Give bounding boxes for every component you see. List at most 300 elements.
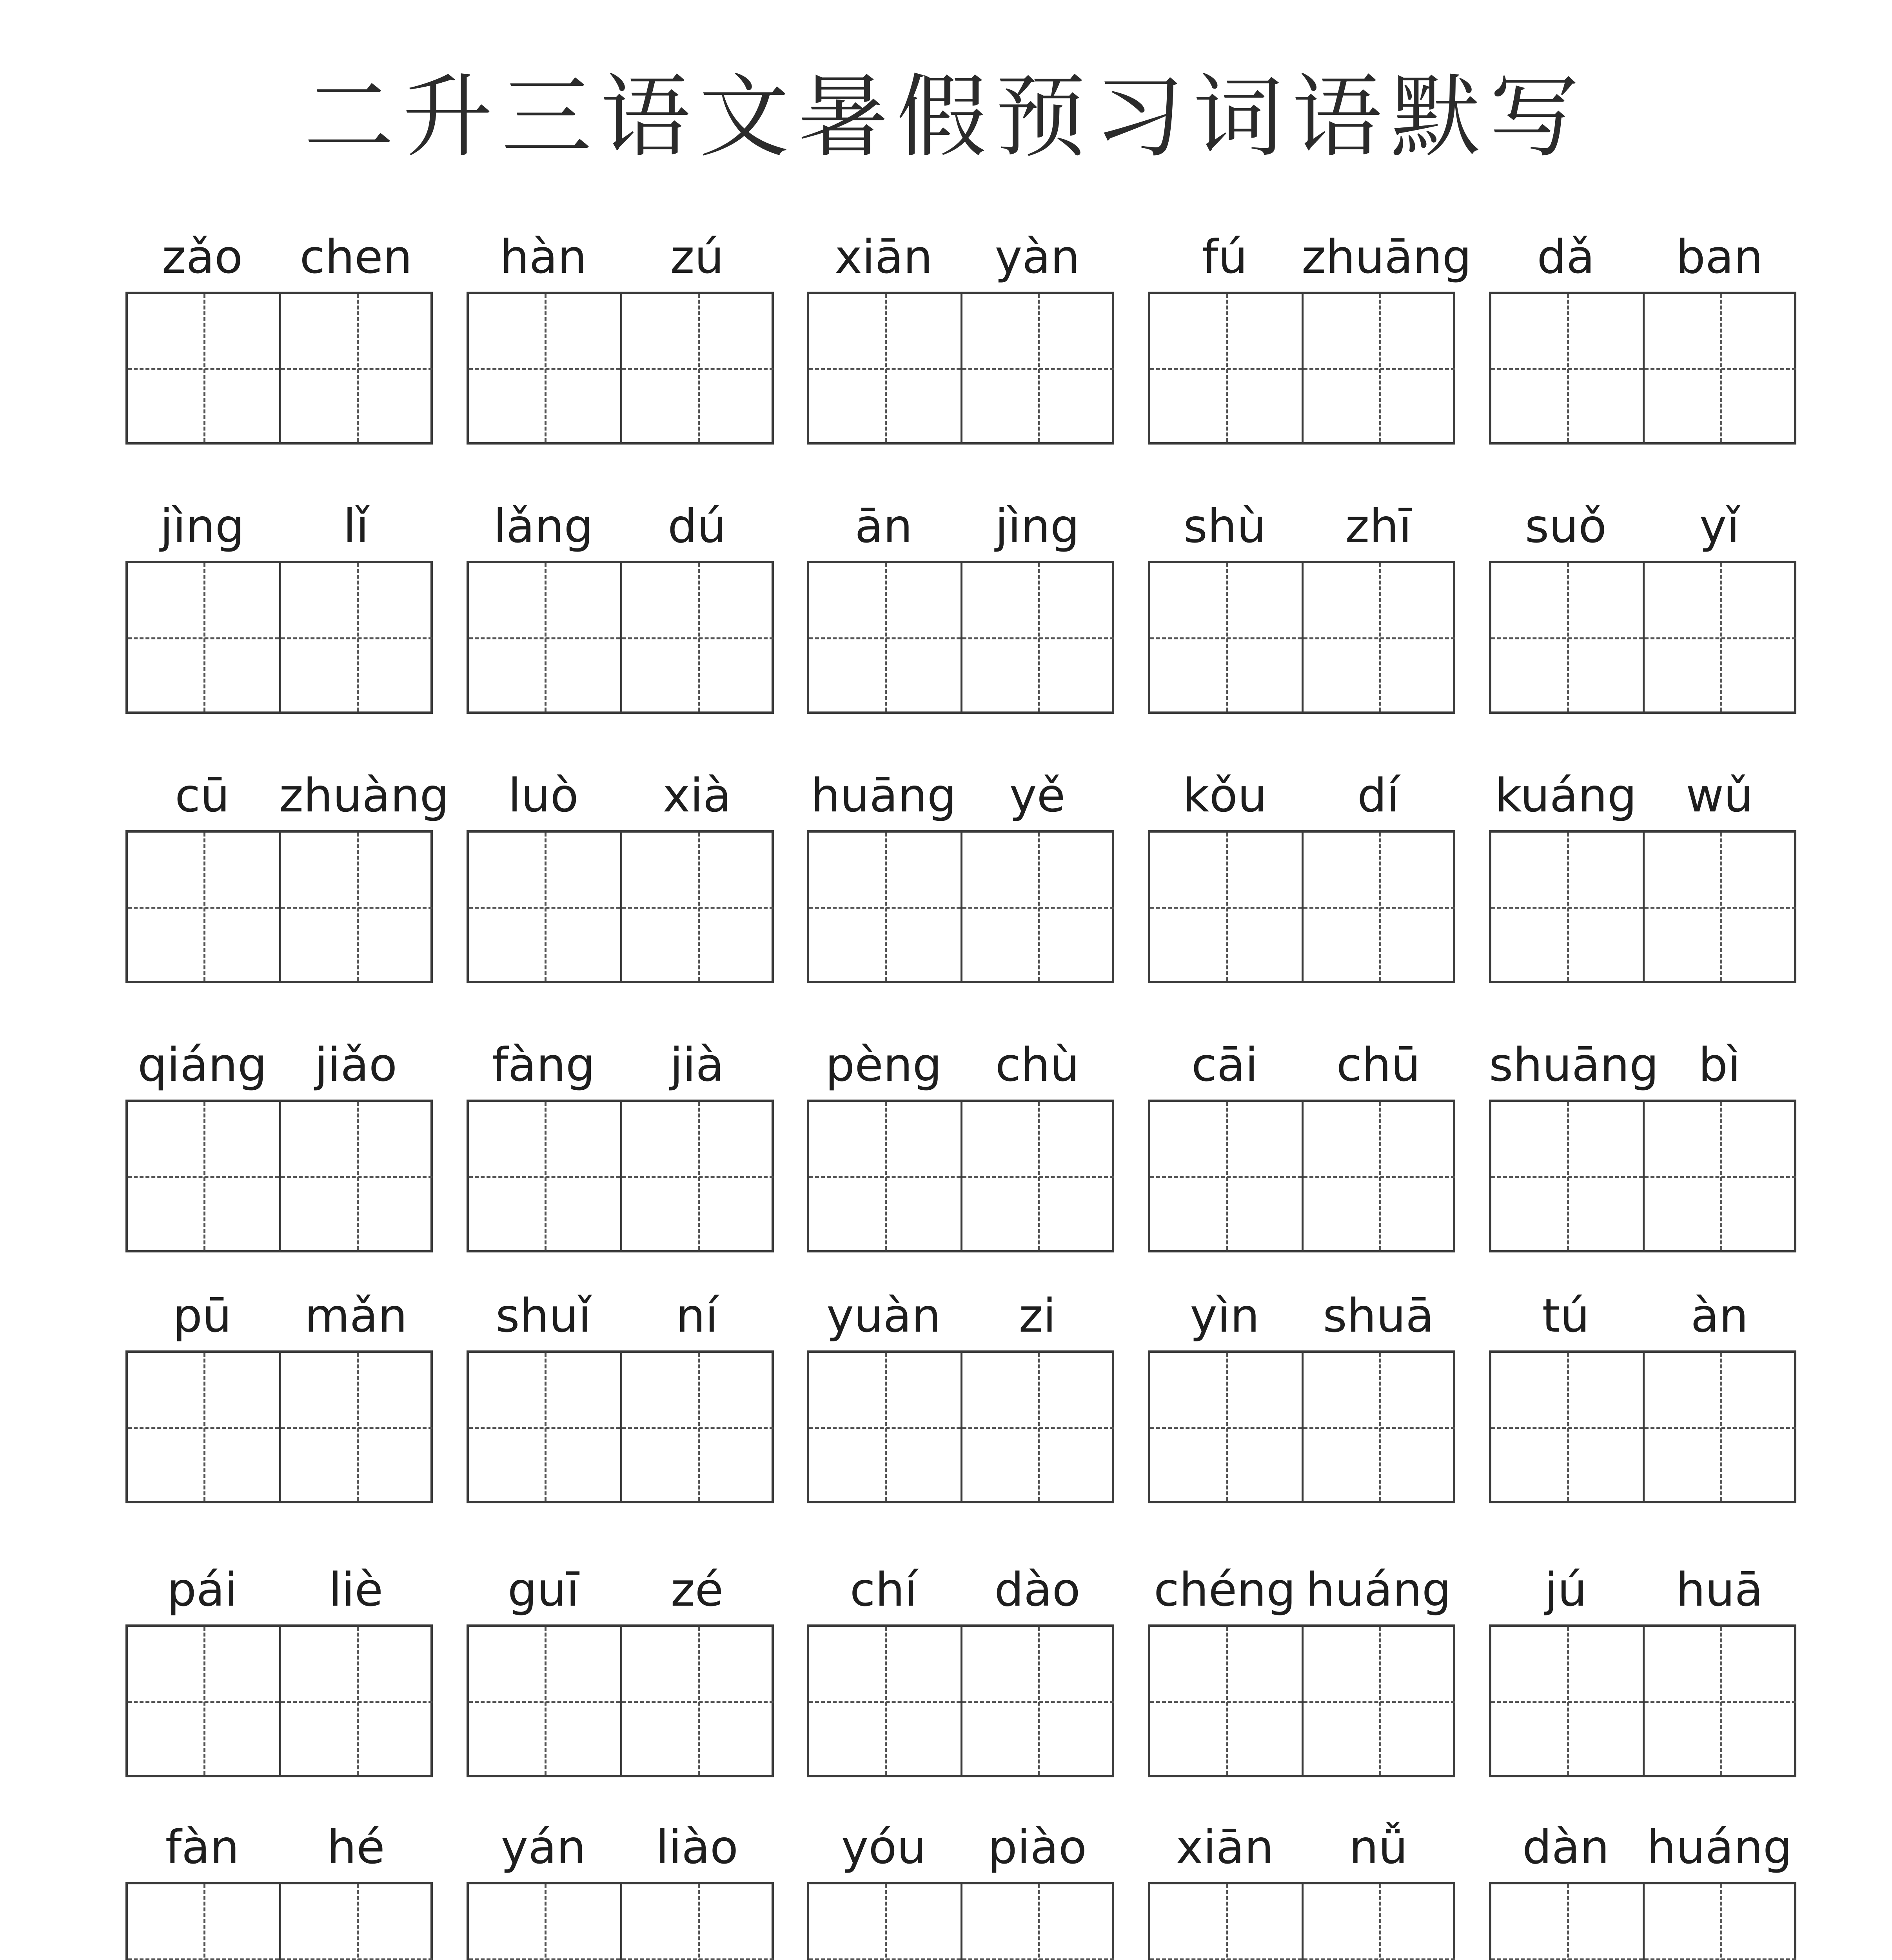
tianzige-cell[interactable] [961, 1353, 1114, 1501]
writing-boxes [1148, 561, 1455, 714]
pinyin-syllable: nǚ [1349, 1820, 1408, 1874]
horizontal-guide-line [962, 1176, 1114, 1178]
pinyin-syllable: zú [670, 230, 724, 284]
horizontal-guide-line [622, 368, 774, 370]
writing-boxes [1489, 292, 1796, 445]
pinyin-syllable: jiǎo [314, 1038, 398, 1092]
tianzige-cell[interactable] [279, 1102, 432, 1250]
word-item [1489, 1031, 1796, 1251]
writing-boxes [1148, 1100, 1455, 1252]
pinyin-syllable: hàn [500, 230, 587, 284]
writing-boxes [467, 292, 774, 445]
tianzige-cell[interactable] [809, 1627, 961, 1775]
writing-boxes [807, 1100, 1114, 1252]
writing-boxes [807, 561, 1114, 714]
horizontal-guide-line [962, 907, 1114, 909]
horizontal-guide-line [1150, 637, 1302, 639]
tianzige-cell[interactable] [1643, 1353, 1796, 1501]
horizontal-guide-line [1304, 1427, 1455, 1429]
pinyin-syllable: yàn [995, 230, 1080, 284]
pinyin-syllable: tú [1542, 1289, 1590, 1343]
pinyin-syllable: cāi [1191, 1038, 1258, 1092]
pinyin-syllable: chí [850, 1563, 918, 1617]
pinyin-row [807, 1556, 1114, 1623]
horizontal-guide-line [281, 637, 432, 639]
pinyin-row [1148, 223, 1472, 290]
tianzige-cell[interactable] [469, 833, 620, 981]
pinyin-row [467, 1282, 774, 1349]
tianzige-cell[interactable] [1150, 833, 1302, 981]
tianzige-cell[interactable] [1643, 833, 1796, 981]
horizontal-guide-line [962, 1427, 1114, 1429]
pinyin-syllable: yǐ [1699, 499, 1740, 553]
tianzige-cell[interactable] [279, 1627, 432, 1775]
horizontal-guide-line [1304, 368, 1455, 370]
horizontal-guide-line [962, 637, 1114, 639]
horizontal-guide-line [281, 1701, 432, 1703]
tianzige-cell[interactable] [620, 1102, 774, 1250]
horizontal-guide-line [1304, 1701, 1455, 1703]
tianzige-cell[interactable] [1643, 563, 1796, 711]
word-item [1489, 1282, 1796, 1502]
pinyin-row [125, 223, 433, 290]
pinyin-row [1148, 1031, 1455, 1098]
tianzige-cell[interactable] [809, 1102, 961, 1250]
pinyin-row [467, 493, 774, 559]
pinyin-row [1148, 493, 1455, 559]
pinyin-syllable: pái [167, 1563, 238, 1617]
pinyin-row [467, 1814, 774, 1880]
word-item [467, 493, 774, 712]
tianzige-cell[interactable] [128, 1353, 279, 1501]
pinyin-syllable: zǎo [162, 230, 243, 284]
tianzige-cell[interactable] [469, 294, 620, 442]
horizontal-guide-line [1491, 1701, 1643, 1703]
horizontal-guide-line [128, 1958, 279, 1960]
word-item [467, 1031, 774, 1251]
horizontal-guide-line [962, 1958, 1114, 1960]
pinyin-row [467, 223, 774, 290]
pinyin-syllable: dú [668, 499, 726, 553]
horizontal-guide-line [1645, 1427, 1796, 1429]
pinyin-syllable: dào [994, 1563, 1080, 1617]
pinyin-row [807, 493, 1114, 559]
tianzige-cell[interactable] [620, 1884, 774, 1960]
tianzige-cell[interactable] [1491, 563, 1643, 711]
horizontal-guide-line [1491, 1958, 1643, 1960]
word-item [1148, 1282, 1455, 1502]
writing-boxes [467, 1624, 774, 1777]
word-item [1148, 762, 1455, 982]
pinyin-row [807, 1031, 1114, 1098]
horizontal-guide-line [1304, 1176, 1455, 1178]
tianzige-cell[interactable] [1643, 294, 1796, 442]
writing-boxes [467, 561, 774, 714]
writing-boxes [807, 1882, 1114, 1960]
pinyin-syllable: pèng [825, 1038, 942, 1092]
tianzige-cell[interactable] [469, 563, 620, 711]
horizontal-guide-line [281, 907, 432, 909]
tianzige-cell[interactable] [961, 1627, 1114, 1775]
tianzige-cell[interactable] [961, 1884, 1114, 1960]
writing-boxes [807, 1624, 1114, 1777]
pinyin-row [1489, 1556, 1796, 1623]
writing-boxes [1148, 1882, 1455, 1960]
tianzige-cell[interactable] [1150, 1102, 1302, 1250]
pinyin-syllable: huā [1676, 1563, 1763, 1617]
pinyin-syllable: guī [507, 1563, 579, 1617]
horizontal-guide-line [469, 1701, 620, 1703]
writing-boxes [807, 830, 1114, 983]
word-item [1489, 223, 1796, 443]
horizontal-guide-line [809, 1427, 961, 1429]
word-item [807, 1031, 1114, 1251]
horizontal-guide-line [469, 368, 620, 370]
horizontal-guide-line [1491, 637, 1643, 639]
writing-boxes [467, 1100, 774, 1252]
horizontal-guide-line [809, 1701, 961, 1703]
tianzige-cell[interactable] [128, 563, 279, 711]
horizontal-guide-line [128, 1427, 279, 1429]
tianzige-cell[interactable] [279, 563, 432, 711]
writing-boxes [125, 1624, 433, 1777]
pinyin-row [125, 1282, 433, 1349]
tianzige-cell[interactable] [1302, 1353, 1455, 1501]
horizontal-guide-line [1150, 1176, 1302, 1178]
pinyin-row [467, 1031, 774, 1098]
tianzige-cell[interactable] [1491, 294, 1643, 442]
tianzige-cell[interactable] [1150, 1884, 1302, 1960]
tianzige-cell[interactable] [961, 294, 1114, 442]
word-item [467, 223, 774, 443]
tianzige-cell[interactable] [809, 833, 961, 981]
tianzige-cell[interactable] [809, 563, 961, 711]
horizontal-guide-line [1150, 1701, 1302, 1703]
tianzige-cell[interactable] [1491, 1353, 1643, 1501]
horizontal-guide-line [1304, 637, 1455, 639]
writing-boxes [125, 561, 433, 714]
tianzige-cell[interactable] [961, 833, 1114, 981]
writing-boxes [1148, 292, 1455, 445]
pinyin-syllable: ān [855, 499, 913, 553]
tianzige-cell[interactable] [1150, 294, 1302, 442]
pinyin-syllable: zhuàng [279, 768, 449, 822]
pinyin-syllable: zé [670, 1563, 724, 1617]
pinyin-syllable: dí [1357, 768, 1400, 822]
pinyin-syllable: shù [1183, 499, 1266, 553]
horizontal-guide-line [1491, 907, 1643, 909]
pinyin-syllable: kuáng [1495, 768, 1637, 822]
writing-boxes [1148, 1624, 1455, 1777]
pinyin-syllable: zhī [1345, 499, 1412, 553]
pinyin-syllable: dǎ [1537, 230, 1595, 284]
pinyin-syllable: liào [655, 1820, 739, 1874]
pinyin-row [807, 1814, 1114, 1880]
tianzige-cell[interactable] [1302, 294, 1455, 442]
horizontal-guide-line [469, 1958, 620, 1960]
horizontal-guide-line [1304, 1958, 1455, 1960]
horizontal-guide-line [128, 1176, 279, 1178]
horizontal-guide-line [281, 1176, 432, 1178]
pinyin-row [1148, 1282, 1455, 1349]
word-item [1148, 1031, 1455, 1251]
tianzige-cell[interactable] [1491, 833, 1643, 981]
tianzige-cell[interactable] [469, 1884, 620, 1960]
tianzige-cell[interactable] [1150, 1353, 1302, 1501]
tianzige-cell[interactable] [1302, 1884, 1455, 1960]
pinyin-syllable: jià [670, 1038, 724, 1092]
pinyin-row [125, 493, 433, 559]
writing-boxes [125, 1882, 433, 1960]
pinyin-row [1148, 1814, 1455, 1880]
pinyin-syllable: yán [501, 1820, 586, 1874]
tianzige-cell[interactable] [128, 1627, 279, 1775]
tianzige-cell[interactable] [128, 833, 279, 981]
tianzige-cell[interactable] [1491, 1102, 1643, 1250]
writing-boxes [125, 1350, 433, 1503]
writing-boxes [467, 1882, 774, 1960]
tianzige-cell[interactable] [1302, 563, 1455, 711]
pinyin-row [1489, 762, 1796, 829]
writing-boxes [1489, 830, 1796, 983]
horizontal-guide-line [962, 368, 1114, 370]
tianzige-cell[interactable] [809, 294, 961, 442]
pinyin-syllable: suǒ [1525, 499, 1607, 553]
tianzige-cell[interactable] [128, 1102, 279, 1250]
pinyin-syllable: chéng [1154, 1563, 1296, 1617]
horizontal-guide-line [1645, 1958, 1796, 1960]
tianzige-cell[interactable] [1302, 833, 1455, 981]
word-item [807, 762, 1114, 982]
horizontal-guide-line [128, 907, 279, 909]
writing-boxes [125, 292, 433, 445]
writing-boxes [1489, 1100, 1796, 1252]
tianzige-cell[interactable] [128, 294, 279, 442]
pinyin-syllable: liè [329, 1563, 383, 1617]
writing-boxes [1148, 830, 1455, 983]
pinyin-syllable: kǒu [1182, 768, 1267, 822]
pinyin-row [125, 1031, 433, 1098]
horizontal-guide-line [1491, 368, 1643, 370]
horizontal-guide-line [128, 368, 279, 370]
horizontal-guide-line [622, 637, 774, 639]
pinyin-syllable: yuàn [826, 1289, 941, 1343]
horizontal-guide-line [622, 1958, 774, 1960]
pinyin-syllable: wǔ [1686, 768, 1753, 822]
pinyin-syllable: xià [663, 768, 732, 822]
vertical-guide-line [1226, 1884, 1228, 1960]
writing-boxes [1489, 1350, 1796, 1503]
tianzige-cell[interactable] [279, 1884, 432, 1960]
vertical-guide-line [357, 1884, 359, 1960]
word-item [467, 1814, 774, 1960]
pinyin-syllable: hé [327, 1820, 385, 1874]
pinyin-row [807, 762, 1114, 829]
horizontal-guide-line [809, 637, 961, 639]
horizontal-guide-line [469, 907, 620, 909]
pinyin-row [125, 1814, 433, 1880]
horizontal-guide-line [622, 1701, 774, 1703]
vertical-guide-line [885, 1884, 887, 1960]
pinyin-syllable: jìng [995, 499, 1080, 553]
tianzige-cell[interactable] [1491, 1884, 1643, 1960]
horizontal-guide-line [469, 637, 620, 639]
word-item [1148, 223, 1472, 443]
tianzige-cell[interactable] [620, 294, 774, 442]
word-item [125, 1031, 433, 1251]
tianzige-cell[interactable] [809, 1353, 961, 1501]
vertical-guide-line [545, 1884, 547, 1960]
pinyin-syllable: chù [995, 1038, 1080, 1092]
pinyin-row [1148, 1556, 1455, 1623]
vertical-guide-line [1720, 1884, 1722, 1960]
word-item [1148, 1556, 1455, 1776]
tianzige-cell[interactable] [961, 563, 1114, 711]
tianzige-cell[interactable] [279, 294, 432, 442]
writing-boxes [467, 830, 774, 983]
tianzige-cell[interactable] [961, 1102, 1114, 1250]
pinyin-syllable: jú [1545, 1563, 1587, 1617]
tianzige-cell[interactable] [1643, 1627, 1796, 1775]
word-item [125, 493, 433, 712]
tianzige-cell[interactable] [469, 1353, 620, 1501]
pinyin-row [1148, 762, 1455, 829]
pinyin-syllable: chen [300, 230, 412, 284]
horizontal-guide-line [1304, 907, 1455, 909]
pinyin-syllable: piào [988, 1820, 1087, 1874]
word-item [807, 493, 1114, 712]
writing-boxes [1489, 561, 1796, 714]
horizontal-guide-line [128, 637, 279, 639]
word-item [1489, 493, 1796, 712]
word-item [467, 1282, 774, 1502]
writing-boxes [1148, 1350, 1455, 1503]
tianzige-cell[interactable] [620, 1627, 774, 1775]
pinyin-syllable: zi [1019, 1289, 1056, 1343]
pinyin-syllable: xiān [835, 230, 933, 284]
pinyin-syllable: yóu [841, 1820, 926, 1874]
worksheet-title: 二升三语文暑假预习词语默写 [303, 65, 1588, 170]
word-item [1489, 762, 1796, 982]
pinyin-syllable: lǎng [493, 499, 594, 553]
horizontal-guide-line [809, 1958, 961, 1960]
pinyin-syllable: mǎn [304, 1289, 408, 1343]
pinyin-syllable: ban [1676, 230, 1763, 284]
pinyin-row [467, 1556, 774, 1623]
pinyin-syllable: shuǐ [496, 1289, 591, 1343]
writing-boxes [467, 1350, 774, 1503]
pinyin-syllable: shuāng [1489, 1038, 1659, 1092]
tianzige-cell[interactable] [279, 1353, 432, 1501]
tianzige-cell[interactable] [1150, 1627, 1302, 1775]
writing-boxes [807, 292, 1114, 445]
horizontal-guide-line [1491, 1427, 1643, 1429]
word-item [125, 1556, 433, 1776]
tianzige-cell[interactable] [620, 1353, 774, 1501]
tianzige-cell[interactable] [1302, 1102, 1455, 1250]
vertical-guide-line [1379, 1884, 1381, 1960]
word-item [125, 762, 449, 982]
vertical-guide-line [203, 1884, 205, 1960]
horizontal-guide-line [1645, 1701, 1796, 1703]
horizontal-guide-line [469, 1427, 620, 1429]
vertical-guide-line [1567, 1884, 1569, 1960]
horizontal-guide-line [1645, 1176, 1796, 1178]
pinyin-syllable: luò [508, 768, 579, 822]
word-item [125, 1814, 433, 1960]
pinyin-syllable: yě [1009, 768, 1066, 822]
horizontal-guide-line [281, 1958, 432, 1960]
pinyin-syllable: bì [1698, 1038, 1741, 1092]
tianzige-cell[interactable] [279, 833, 432, 981]
tianzige-cell[interactable] [128, 1884, 279, 1960]
horizontal-guide-line [1645, 368, 1796, 370]
word-item [807, 1282, 1114, 1502]
word-item [1489, 1556, 1796, 1776]
tianzige-cell[interactable] [1491, 1627, 1643, 1775]
tianzige-cell[interactable] [469, 1627, 620, 1775]
horizontal-guide-line [281, 368, 432, 370]
pinyin-syllable: huáng [1306, 1563, 1451, 1617]
pinyin-row [1489, 493, 1796, 559]
horizontal-guide-line [1150, 1958, 1302, 1960]
word-item [125, 1282, 433, 1502]
horizontal-guide-line [622, 1427, 774, 1429]
pinyin-syllable: chū [1336, 1038, 1421, 1092]
horizontal-guide-line [1645, 637, 1796, 639]
writing-boxes [1489, 1882, 1796, 1960]
tianzige-cell[interactable] [809, 1884, 961, 1960]
horizontal-guide-line [962, 1701, 1114, 1703]
vertical-guide-line [1038, 1884, 1040, 1960]
horizontal-guide-line [1150, 1427, 1302, 1429]
tianzige-cell[interactable] [620, 563, 774, 711]
pinyin-syllable: pū [173, 1289, 232, 1343]
word-item [1489, 1814, 1796, 1960]
horizontal-guide-line [128, 1701, 279, 1703]
tianzige-cell[interactable] [469, 1102, 620, 1250]
writing-boxes [807, 1350, 1114, 1503]
tianzige-cell[interactable] [1643, 1884, 1796, 1960]
tianzige-cell[interactable] [1302, 1627, 1455, 1775]
tianzige-cell[interactable] [1643, 1102, 1796, 1250]
pinyin-row [467, 762, 774, 829]
word-item [807, 223, 1114, 443]
pinyin-syllable: jìng [160, 499, 245, 553]
tianzige-cell[interactable] [620, 833, 774, 981]
pinyin-syllable: cū [175, 768, 230, 822]
writing-boxes [1489, 1624, 1796, 1777]
horizontal-guide-line [809, 907, 961, 909]
pinyin-syllable: yìn [1190, 1289, 1260, 1343]
word-item [807, 1814, 1114, 1960]
pinyin-syllable: huáng [1647, 1820, 1792, 1874]
pinyin-syllable: xiān [1176, 1820, 1274, 1874]
pinyin-syllable: lǐ [343, 499, 369, 553]
writing-boxes [125, 830, 433, 983]
pinyin-syllable: fú [1202, 230, 1248, 284]
pinyin-row [1489, 1282, 1796, 1349]
horizontal-guide-line [1150, 907, 1302, 909]
horizontal-guide-line [1150, 368, 1302, 370]
horizontal-guide-line [809, 1176, 961, 1178]
tianzige-cell[interactable] [1150, 563, 1302, 711]
horizontal-guide-line [622, 1176, 774, 1178]
pinyin-row [1489, 1814, 1796, 1880]
writing-boxes [125, 1100, 433, 1252]
word-item [125, 223, 433, 443]
pinyin-syllable: fàng [492, 1038, 595, 1092]
